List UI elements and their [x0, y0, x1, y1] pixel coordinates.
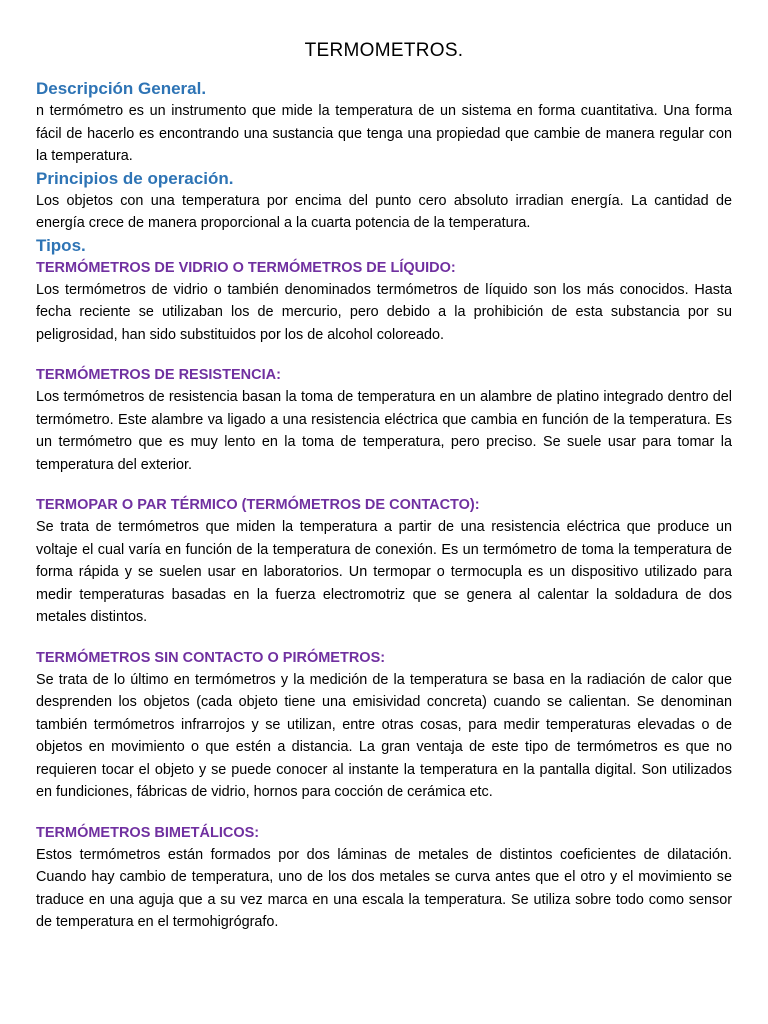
document-title: TERMOMETROS.	[304, 40, 464, 61]
paragraph-pirometros: Se trata de lo último en termómetros y la medición de la temperatura se basa en la radiación de calor que desprenden los objetos (cada objeto tiene una emisividad concreta) cuando se calientan. Se denominan también termómetros infrarrojos y se utilizan, entre otras cosas, para medir temperaturas elevadas o de objetos en movimiento o que estén a distancia. La gran ventaja de este tipo de termómetros es que no requieren tocar el objeto y se puede conocer al instante la temperatura en la pantalla digital. Son utilizados en fundiciones, fábricas de vidrio, hornos para cocción de cerámica etc.	[36, 671, 732, 800]
heading-principios: Principios de operación.	[36, 168, 234, 188]
document-page	[36, 36, 732, 934]
section-spacer	[36, 476, 732, 494]
paragraph-descripcion: n termómetro es un instrumento que mide la temperatura de un sistema en forma cuantitativa. Una forma fácil de hacerlo es encontrando una sustancia que tenga una propiedad que cambie de manera regular con la temperatura.	[36, 103, 732, 164]
paragraph-bimetalicos: Estos termómetros están formados por dos láminas de metales de distintos coeficientes de dilatación. Cuando hay cambio de temperatura, uno de los dos metales se curva antes que el otro y el movimiento se traduce en una aguja que a su vez marca en una escala la temperatura. Se utiliza sobre todo como sensor de temperatura en el termohigrógrafo.	[36, 846, 732, 930]
section-spacer	[36, 804, 732, 822]
heading-descripcion: Descripción General.	[36, 79, 207, 98]
heading-tipos: Tipos.	[36, 235, 86, 255]
paragraph-vidrio: Los termómetros de vidrio o también denominados termómetros de líquido son los más conocidos. Hasta fecha reciente se utilizaban los de mercurio, pero debido a la prohibición de esta substancia por su peligrosidad, han sido substituidos por los de alcohol coloreado.	[36, 281, 732, 343]
paragraph-resistencia: Los termómetros de resistencia basan la toma de temperatura en un alambre de platino integrado dentro del termómetro. Este alambre va ligado a una resistencia eléctrica que cambia en función de la temperatura. Es un termómetro que es muy lento en la toma de temperatura, pero preciso. Se suele usar para tomar la temperatura del exterior.	[36, 389, 732, 473]
paragraph-termopar: Se trata de termómetros que miden la temperatura a partir de una resistencia eléctrica que produce un voltaje el cual varía en función de la temperatura de conexión. Es un termómetro de toma la temperatura de forma rápida y se suelen usar en laboratorios. Un termopar o termocupla es un dispositivo utilizado para medir temperaturas basadas en la fuerza electromotriz que se genera al calentar la soldadura de dos metales distintos.	[36, 519, 732, 625]
subheading-pirometros: TERMÓMETROS SIN CONTACTO O PIRÓMETROS:	[36, 649, 386, 666]
paragraph-principios: Los objetos con una temperatura por encima del punto cero absoluto irradian energía. La cantidad de energía crece de manera proporcional a la cuarta potencia de la temperatura.	[36, 192, 732, 231]
subheading-bimetalicos: TERMÓMETROS BIMETÁLICOS:	[36, 824, 260, 841]
section-spacer	[36, 346, 732, 364]
subheading-termopar: TERMOPAR O PAR TÉRMICO (TERMÓMETROS DE CONTACTO):	[36, 497, 480, 513]
subheading-vidrio: TERMÓMETROS DE VIDRIO O TERMÓMETROS DE LÍQUIDO:	[36, 259, 456, 276]
subheading-resistencia: TERMÓMETROS DE RESISTENCIA:	[36, 367, 281, 383]
section-spacer	[36, 629, 732, 647]
